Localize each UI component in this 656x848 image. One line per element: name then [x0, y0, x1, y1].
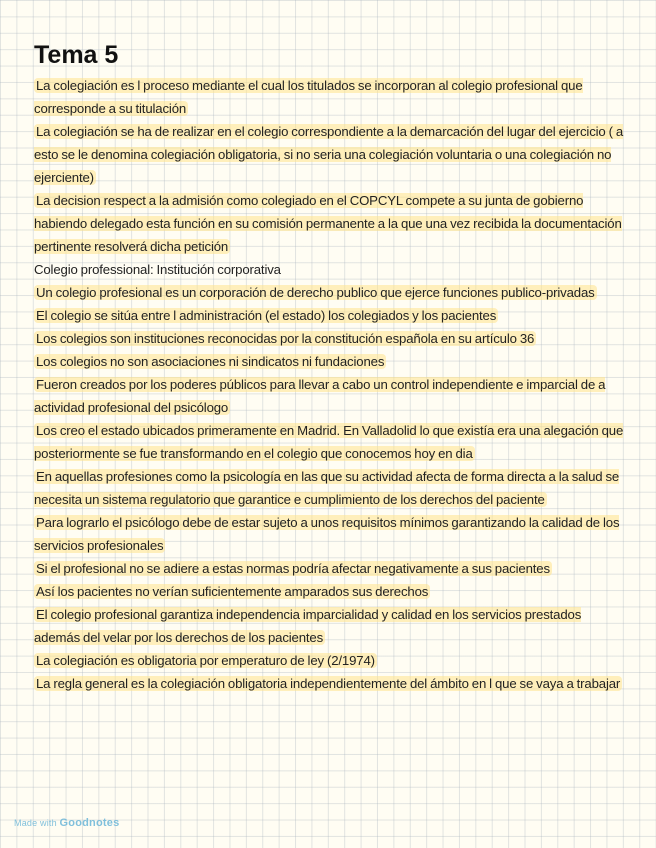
note-paragraph: Los creo el estado ubicados primeramente en Madrid. En Valladolid lo que existía era una alegación que posteriormente se fue transformando en el colegio que conocemos hoy en dia	[34, 423, 624, 461]
note-paragraph: Colegio professional: Institución corporativa	[34, 262, 281, 277]
notes-body	[34, 74, 624, 695]
note-page	[34, 40, 624, 695]
note-paragraph: Fueron creados por los poderes públicos para llevar a cabo un control independiente e imparcial de a actividad profesional del psicólogo	[34, 377, 606, 415]
note-paragraph: La colegiación es obligatoria por emperaturo de ley (2/1974)	[36, 653, 375, 668]
note-paragraph: Si el profesional no se adiere a estas normas podría afectar negativamente a sus pacientes	[36, 561, 550, 576]
note-paragraph: Los colegios no son asociaciones ni sindicatos ni fundaciones	[36, 354, 385, 369]
note-paragraph: La regla general es la colegiación obligatoria independientemente del ámbito en l que se vaya a trabajar	[36, 676, 621, 691]
note-paragraph: En aquellas profesiones como la psicología en las que su actividad afecta de forma directa a la salud se necesita un sistema regulatorio que garantice e cumplimiento de los derechos del paciente	[34, 469, 620, 507]
note-paragraph: Los colegios son instituciones reconocidas por la constitución española en su artículo 36	[36, 331, 535, 346]
note-paragraph: Un colegio profesional es un corporación de derecho publico que ejerce funciones publico-privadas	[36, 285, 595, 300]
note-paragraph: La decision respect a la admisión como colegiado en el COPCYL compete a su junta de gobierno habiendo delegado esta función en su comisión permanente a la que una vez recibida la documentación pertinente resolverá dicha petición	[34, 193, 622, 254]
badge-prefix: Made with	[14, 818, 57, 828]
badge-brand: Goodnotes	[59, 817, 120, 829]
note-paragraph: Así los pacientes no verían suficientemente amparados sus derechos	[36, 584, 429, 599]
note-paragraph: La colegiación se ha de realizar en el colegio correspondiente a la demarcación del lugar del ejercicio ( a esto se le denomina colegiación obligatoria, si no seria una colegiación voluntaria o una colegiación no ejerciente)	[34, 124, 624, 185]
note-paragraph: Para lograrlo el psicólogo debe de estar sujeto a unos requisitos mínimos garantizando la calidad de los servicios profesionales	[34, 515, 620, 553]
note-paragraph: El colegio profesional garantiza independencia imparcialidad y calidad en los servicios prestados además del velar por los derechos de los pacientes	[34, 607, 582, 645]
note-paragraph: El colegio se sitúa entre l administración (el estado) los colegiados y los pacientes	[36, 308, 497, 323]
goodnotes-badge	[14, 817, 119, 829]
note-paragraph: La colegiación es l proceso mediante el cual los titulados se incorporan al colegio profesional que corresponde a su titulación	[34, 78, 583, 116]
page-title: Tema 5	[34, 41, 119, 69]
